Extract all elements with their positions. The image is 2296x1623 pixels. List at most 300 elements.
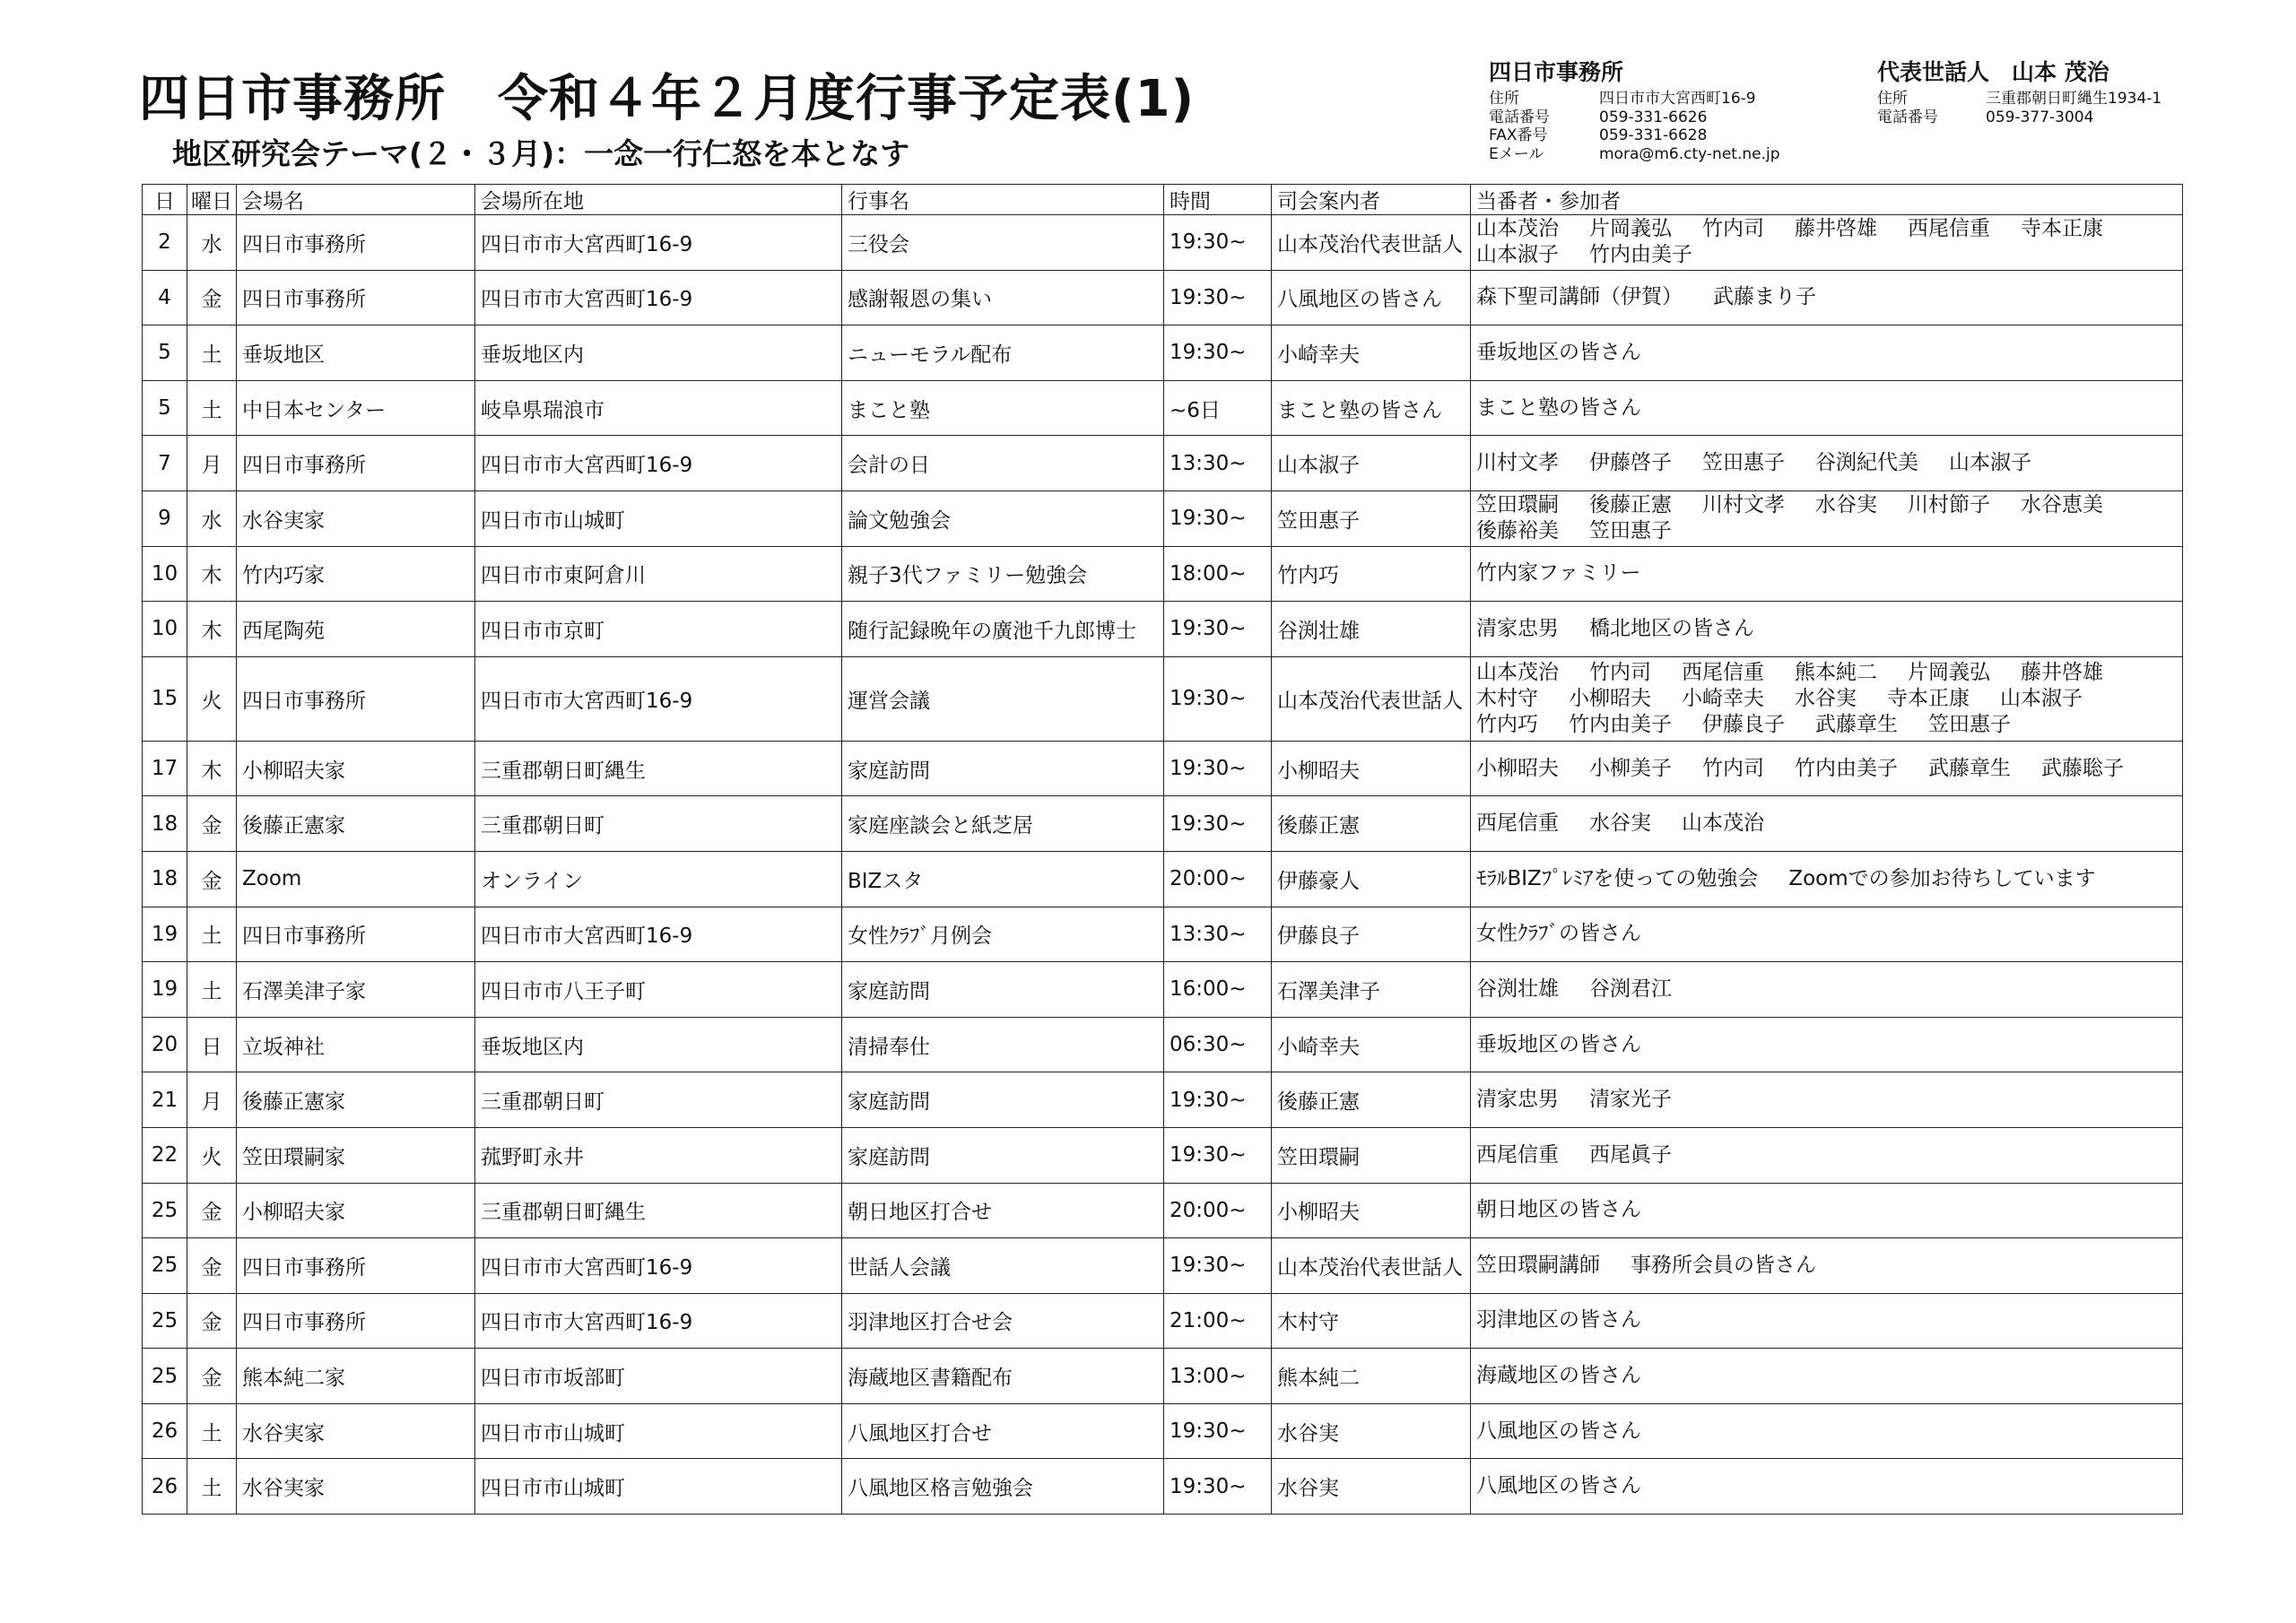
participant-name: 後藤裕美 — [1476, 519, 1559, 543]
cell-address: 四日市市大宮西町16-9 — [475, 1293, 842, 1349]
cell-time: 19:30~ — [1164, 656, 1272, 741]
rep-address-row — [1877, 90, 2161, 108]
cell-participants — [1471, 490, 2183, 546]
cell-event: 家庭訪問 — [842, 1072, 1164, 1128]
cell-day: 2 — [143, 215, 187, 271]
participant-name: Zoomでの参加お待ちしています — [1788, 866, 2096, 890]
table-row — [143, 1293, 2183, 1349]
office-name: 四日市事務所 — [1489, 59, 1624, 85]
cell-participants — [1471, 656, 2183, 741]
cell-participants — [1471, 1072, 2183, 1128]
cell-host: 山本淑子 — [1272, 436, 1471, 491]
cell-event: 三役会 — [842, 215, 1164, 271]
cell-weekday: 金 — [187, 270, 237, 325]
cell-venue: 四日市事務所 — [237, 215, 475, 271]
participant-name: 伊藤良子 — [1702, 712, 1785, 736]
table-row — [143, 796, 2183, 852]
participant-name: 女性ｸﾗﾌﾞの皆さん — [1476, 922, 1641, 946]
cell-address: 四日市市大宮西町16-9 — [475, 436, 842, 491]
cell-event: 随行記録晩年の廣池千九郎博士 — [842, 602, 1164, 657]
office-fax-label: FAX番号 — [1489, 126, 1548, 144]
cell-host: 山本茂治代表世話人 — [1272, 656, 1471, 741]
cell-day: 19 — [143, 907, 187, 962]
cell-time: 19:30~ — [1164, 602, 1272, 657]
cell-venue: 四日市事務所 — [237, 436, 475, 491]
cell-participants — [1471, 270, 2183, 325]
participant-name: 山本淑子 — [1949, 451, 2031, 475]
participant-name: 西尾信重 — [1476, 812, 1559, 836]
cell-weekday: 月 — [187, 1072, 237, 1128]
participant-name: 笠田惠子 — [1702, 451, 1785, 475]
cell-address: オンライン — [475, 851, 842, 907]
cell-host: 小崎幸夫 — [1272, 325, 1471, 381]
participant-name: 竹内家ファミリー — [1476, 561, 1641, 586]
table-row — [143, 1127, 2183, 1183]
cell-venue: 垂坂地区 — [237, 325, 475, 381]
participant-name: 山本淑子 — [1476, 243, 1559, 267]
col-participants-header: 当番者・参加者 — [1471, 185, 2183, 215]
cell-day: 25 — [143, 1238, 187, 1294]
table-row — [143, 1403, 2183, 1459]
cell-day: 18 — [143, 851, 187, 907]
cell-time: 19:30~ — [1164, 1127, 1272, 1183]
participant-name: 朝日地区の皆さん — [1476, 1198, 1641, 1222]
participant-name: 熊本純二 — [1795, 660, 1877, 684]
cell-day: 25 — [143, 1349, 187, 1404]
cell-address: 垂坂地区内 — [475, 1017, 842, 1072]
cell-address: 四日市市山城町 — [475, 1459, 842, 1515]
office-info — [1489, 59, 1780, 163]
participant-name: 水谷実 — [1795, 686, 1857, 710]
cell-participants — [1471, 1459, 2183, 1515]
cell-participants — [1471, 851, 2183, 907]
representative-title: 代表世話人 山本 茂治 — [1877, 59, 2109, 85]
cell-host: 水谷実 — [1272, 1403, 1471, 1459]
cell-weekday: 木 — [187, 602, 237, 657]
table-row — [143, 1072, 2183, 1128]
cell-participants — [1471, 325, 2183, 381]
cell-address: 四日市市山城町 — [475, 490, 842, 546]
office-phone-value: 059-331-6626 — [1599, 108, 1708, 126]
table-row — [143, 602, 2183, 657]
office-email-label: Eメール — [1489, 144, 1544, 163]
participant-name: 小柳昭夫 — [1569, 686, 1651, 710]
rep-phone-label: 電話番号 — [1877, 108, 1938, 126]
participant-name: 木村守 — [1476, 686, 1538, 710]
cell-weekday: 日 — [187, 1017, 237, 1072]
participant-name: 竹内由美子 — [1795, 756, 1898, 780]
cell-day: 26 — [143, 1403, 187, 1459]
cell-event: ニューモラル配布 — [842, 325, 1164, 381]
cell-address: 三重郡朝日町 — [475, 1072, 842, 1128]
cell-event: 世話人会議 — [842, 1238, 1164, 1294]
cell-venue: 小柳昭夫家 — [237, 741, 475, 796]
participant-name: 八風地区の皆さん — [1476, 1419, 1641, 1443]
cell-weekday: 金 — [187, 1349, 237, 1404]
office-phone-label: 電話番号 — [1489, 108, 1550, 126]
cell-host: 小崎幸夫 — [1272, 1017, 1471, 1072]
cell-participants — [1471, 1127, 2183, 1183]
page-title — [139, 59, 1195, 131]
rep-address-value: 三重郡朝日町縄生1934-1 — [1986, 90, 2162, 108]
participant-name: 小柳美子 — [1589, 756, 1672, 780]
cell-address: 四日市市東阿倉川 — [475, 546, 842, 602]
cell-time: 20:00~ — [1164, 851, 1272, 907]
participant-name: 武藤章生 — [1928, 756, 2011, 780]
table-row — [143, 1459, 2183, 1515]
table-row — [143, 1183, 2183, 1238]
table-row — [143, 907, 2183, 962]
cell-participants — [1471, 962, 2183, 1018]
cell-host: まこと塾の皆さん — [1272, 380, 1471, 436]
cell-weekday: 木 — [187, 546, 237, 602]
cell-time: 18:00~ — [1164, 546, 1272, 602]
cell-time: 16:00~ — [1164, 962, 1272, 1018]
col-host-header: 司会案内者 — [1272, 185, 1471, 215]
table-row — [143, 656, 2183, 741]
participant-name: 西尾信重 — [1682, 660, 1764, 684]
cell-address: 四日市市大宮西町16-9 — [475, 270, 842, 325]
col-time-header: 時間 — [1164, 185, 1272, 215]
participant-name: 山本茂治 — [1682, 812, 1764, 836]
cell-host: 小柳昭夫 — [1272, 741, 1471, 796]
cell-event: BIZスタ — [842, 851, 1164, 907]
schedule-table — [142, 184, 2183, 1515]
cell-participants — [1471, 1349, 2183, 1404]
cell-event: 家庭訪問 — [842, 962, 1164, 1018]
office-email-row — [1489, 145, 1780, 164]
cell-host: 小柳昭夫 — [1272, 1183, 1471, 1238]
cell-venue: 中日本センター — [237, 380, 475, 436]
cell-participants — [1471, 1017, 2183, 1072]
participant-name: 片岡義弘 — [1589, 217, 1672, 241]
cell-day: 5 — [143, 325, 187, 381]
cell-weekday: 土 — [187, 962, 237, 1018]
cell-host: 山本茂治代表世話人 — [1272, 215, 1471, 271]
cell-time: 06:30~ — [1164, 1017, 1272, 1072]
participant-name: 羽津地区の皆さん — [1476, 1308, 1641, 1332]
cell-time: 19:30~ — [1164, 270, 1272, 325]
cell-host: 笠田環嗣 — [1272, 1127, 1471, 1183]
cell-host: 後藤正憲 — [1272, 1072, 1471, 1128]
table-row — [143, 546, 2183, 602]
participant-name: 笠田環嗣 — [1476, 493, 1559, 517]
office-address-row — [1489, 90, 1780, 108]
participant-name: 竹内巧 — [1476, 712, 1538, 736]
cell-participants — [1471, 602, 2183, 657]
table-row — [143, 851, 2183, 907]
office-fax-row — [1489, 126, 1780, 145]
study-theme: 地区研究会テーマ(２・３月)：一念一行仁怒を本となす — [172, 136, 910, 171]
cell-venue: 四日市事務所 — [237, 1238, 475, 1294]
participant-name: 竹内由美子 — [1569, 712, 1672, 736]
cell-weekday: 土 — [187, 907, 237, 962]
participant-name: まこと塾の皆さん — [1476, 395, 1641, 420]
participant-name: 水谷実 — [1815, 493, 1877, 517]
col-day-header: 日 — [143, 185, 187, 215]
cell-host: 後藤正憲 — [1272, 796, 1471, 852]
participant-name: 谷渕壮雄 — [1476, 976, 1559, 1001]
participant-name: 八風地区の皆さん — [1476, 1474, 1641, 1498]
cell-address: 四日市市京町 — [475, 602, 842, 657]
cell-venue: 石澤美津子家 — [237, 962, 475, 1018]
participant-name: 西尾眞子 — [1589, 1142, 1672, 1167]
cell-weekday: 木 — [187, 741, 237, 796]
participant-name: ﾓﾗﾙBIZﾌﾟﾚﾐｱを使っての勉強会 — [1476, 866, 1759, 890]
participant-name: 森下聖司講師（伊賀） — [1476, 285, 1683, 309]
participant-name: 垂坂地区の皆さん — [1476, 1032, 1641, 1056]
cell-host: 木村守 — [1272, 1293, 1471, 1349]
participant-name: 清家忠男 — [1476, 616, 1559, 640]
participant-name: 寺本正康 — [2021, 217, 2103, 241]
cell-day: 20 — [143, 1017, 187, 1072]
cell-day: 25 — [143, 1183, 187, 1238]
cell-address: 四日市市八王子町 — [475, 962, 842, 1018]
cell-venue: 小柳昭夫家 — [237, 1183, 475, 1238]
office-email-value: mora@m6.cty-net.ne.jp — [1599, 144, 1780, 163]
representative-info — [1877, 59, 2161, 126]
table-row — [143, 270, 2183, 325]
cell-address: 四日市市大宮西町16-9 — [475, 656, 842, 741]
cell-venue: 四日市事務所 — [237, 907, 475, 962]
cell-host: 八風地区の皆さん — [1272, 270, 1471, 325]
cell-venue: 竹内巧家 — [237, 546, 475, 602]
cell-venue: Zoom — [237, 851, 475, 907]
rep-phone-row — [1877, 108, 2161, 127]
col-weekday-header: 曜日 — [187, 185, 237, 215]
participant-name: 川村文孝 — [1702, 493, 1785, 517]
participant-name: 小柳昭夫 — [1476, 756, 1559, 780]
office-address-value: 四日市市大宮西町16-9 — [1599, 90, 1756, 108]
participant-name: 伊藤啓子 — [1589, 451, 1672, 475]
cell-event: まこと塾 — [842, 380, 1164, 436]
participant-name: 藤井啓雄 — [1795, 217, 1877, 241]
participant-name: 藤井啓雄 — [2021, 660, 2103, 684]
office-phone-row — [1489, 108, 1780, 127]
participant-name: 竹内司 — [1702, 217, 1764, 241]
cell-venue: 立坂神社 — [237, 1017, 475, 1072]
cell-host: 石澤美津子 — [1272, 962, 1471, 1018]
cell-day: 5 — [143, 380, 187, 436]
cell-address: 岐阜県瑞浪市 — [475, 380, 842, 436]
cell-participants — [1471, 796, 2183, 852]
cell-event: 家庭座談会と紙芝居 — [842, 796, 1164, 852]
cell-day: 10 — [143, 602, 187, 657]
cell-address: 四日市市大宮西町16-9 — [475, 907, 842, 962]
cell-day: 21 — [143, 1072, 187, 1128]
cell-host: 伊藤良子 — [1272, 907, 1471, 962]
participant-name: 山本茂治 — [1476, 660, 1559, 684]
cell-address: 垂坂地区内 — [475, 325, 842, 381]
participant-name: 水谷実 — [1589, 812, 1651, 836]
office-address-label: 住所 — [1489, 90, 1519, 108]
table-row — [143, 962, 2183, 1018]
cell-venue: 四日市事務所 — [237, 1293, 475, 1349]
cell-venue: 熊本純二家 — [237, 1349, 475, 1404]
cell-address: 四日市市山城町 — [475, 1403, 842, 1459]
table-row — [143, 1349, 2183, 1404]
participant-name: 谷渕君江 — [1589, 976, 1672, 1001]
cell-time: 19:30~ — [1164, 741, 1272, 796]
participant-name: 竹内司 — [1702, 756, 1764, 780]
cell-weekday: 水 — [187, 215, 237, 271]
cell-day: 17 — [143, 741, 187, 796]
participant-name: 片岡義弘 — [1908, 660, 1990, 684]
cell-host: 伊藤豪人 — [1272, 851, 1471, 907]
participant-name: 西尾信重 — [1908, 217, 1990, 241]
cell-event: 海蔵地区書籍配布 — [842, 1349, 1164, 1404]
cell-address: 三重郡朝日町縄生 — [475, 1183, 842, 1238]
rep-address-label: 住所 — [1877, 90, 1908, 108]
cell-time: 19:30~ — [1164, 1403, 1272, 1459]
rep-phone-value: 059-377-3004 — [1986, 108, 2094, 126]
col-venue-header: 会場名 — [237, 185, 475, 215]
participant-name: 竹内司 — [1589, 660, 1651, 684]
cell-event: 八風地区打合せ — [842, 1403, 1164, 1459]
participant-name: 清家忠男 — [1476, 1088, 1559, 1112]
participant-name: 水谷恵美 — [2021, 493, 2103, 517]
cell-venue: 水谷実家 — [237, 1459, 475, 1515]
cell-venue: 笠田環嗣家 — [237, 1127, 475, 1183]
cell-weekday: 土 — [187, 325, 237, 381]
participant-name: 谷渕紀代美 — [1815, 451, 1918, 475]
cell-host: 水谷実 — [1272, 1459, 1471, 1515]
cell-weekday: 金 — [187, 1293, 237, 1349]
participant-name: 山本茂治 — [1476, 217, 1559, 241]
cell-day: 19 — [143, 962, 187, 1018]
cell-address: 四日市市大宮西町16-9 — [475, 215, 842, 271]
participant-name: 事務所会員の皆さん — [1631, 1253, 1816, 1277]
cell-day: 15 — [143, 656, 187, 741]
cell-weekday: 月 — [187, 436, 237, 491]
cell-weekday: 火 — [187, 656, 237, 741]
cell-day: 26 — [143, 1459, 187, 1515]
cell-venue: 後藤正憲家 — [237, 796, 475, 852]
cell-day: 4 — [143, 270, 187, 325]
cell-time: 21:00~ — [1164, 1293, 1272, 1349]
cell-weekday: 金 — [187, 796, 237, 852]
cell-participants — [1471, 1183, 2183, 1238]
cell-venue: 水谷実家 — [237, 490, 475, 546]
title-schedule: 令和４年２月度行事予定表(1) — [498, 70, 1196, 128]
cell-day: 18 — [143, 796, 187, 852]
cell-time: 13:30~ — [1164, 436, 1272, 491]
cell-weekday: 金 — [187, 851, 237, 907]
participant-name: 清家光子 — [1589, 1088, 1672, 1112]
office-fax-value: 059-331-6628 — [1599, 126, 1708, 144]
participant-name: 小崎幸夫 — [1682, 686, 1764, 710]
cell-event: 運営会議 — [842, 656, 1164, 741]
cell-event: 清掃奉仕 — [842, 1017, 1164, 1072]
schedule-rows — [143, 215, 2183, 1515]
table-row — [143, 1017, 2183, 1072]
cell-venue: 四日市事務所 — [237, 656, 475, 741]
col-address-header: 会場所在地 — [475, 185, 842, 215]
cell-address: 四日市市坂部町 — [475, 1349, 842, 1404]
cell-weekday: 水 — [187, 490, 237, 546]
cell-weekday: 土 — [187, 380, 237, 436]
cell-venue: 後藤正憲家 — [237, 1072, 475, 1128]
cell-weekday: 土 — [187, 1459, 237, 1515]
cell-participants — [1471, 546, 2183, 602]
cell-weekday: 金 — [187, 1183, 237, 1238]
cell-address: 四日市市大宮西町16-9 — [475, 1238, 842, 1294]
participant-name: 武藤聡子 — [2041, 756, 2124, 780]
participant-name: 笠田惠子 — [1589, 519, 1672, 543]
participant-name: 川村文孝 — [1476, 451, 1559, 475]
cell-participants — [1471, 1238, 2183, 1294]
cell-day: 22 — [143, 1127, 187, 1183]
table-row — [143, 490, 2183, 546]
cell-time: 19:30~ — [1164, 215, 1272, 271]
participant-name: 西尾信重 — [1476, 1142, 1559, 1167]
cell-host: 山本茂治代表世話人 — [1272, 1238, 1471, 1294]
cell-participants — [1471, 380, 2183, 436]
cell-event: 家庭訪問 — [842, 1127, 1164, 1183]
cell-address: 三重郡朝日町 — [475, 796, 842, 852]
cell-weekday: 土 — [187, 1403, 237, 1459]
table-row — [143, 380, 2183, 436]
cell-time: 19:30~ — [1164, 1238, 1272, 1294]
participant-name: 竹内由美子 — [1589, 243, 1692, 267]
cell-event: 感謝報恩の集い — [842, 270, 1164, 325]
cell-event: 論文勉強会 — [842, 490, 1164, 546]
participant-name: 笠田環嗣講師 — [1476, 1253, 1600, 1277]
cell-time: 19:30~ — [1164, 325, 1272, 381]
table-header-row — [143, 185, 2183, 215]
cell-time: ~6日 — [1164, 380, 1272, 436]
cell-venue: 水谷実家 — [237, 1403, 475, 1459]
cell-weekday: 金 — [187, 1238, 237, 1294]
table-row — [143, 1238, 2183, 1294]
cell-event: 朝日地区打合せ — [842, 1183, 1164, 1238]
table-row — [143, 436, 2183, 491]
cell-host: 笠田惠子 — [1272, 490, 1471, 546]
cell-participants — [1471, 741, 2183, 796]
participant-name: 武藤章生 — [1815, 712, 1898, 736]
participant-name: 橋北地区の皆さん — [1589, 616, 1754, 640]
participant-name: 川村節子 — [1908, 493, 1990, 517]
cell-event: 羽津地区打合せ会 — [842, 1293, 1164, 1349]
cell-weekday: 火 — [187, 1127, 237, 1183]
cell-time: 13:00~ — [1164, 1349, 1272, 1404]
cell-address: 三重郡朝日町縄生 — [475, 741, 842, 796]
cell-participants — [1471, 215, 2183, 271]
cell-time: 20:00~ — [1164, 1183, 1272, 1238]
participant-name: 垂坂地区の皆さん — [1476, 340, 1641, 364]
participant-name: 後藤正憲 — [1589, 493, 1672, 517]
cell-participants — [1471, 436, 2183, 491]
participant-name: 山本淑子 — [2000, 686, 2083, 710]
cell-time: 19:30~ — [1164, 1072, 1272, 1128]
cell-venue: 西尾陶苑 — [237, 602, 475, 657]
participant-name: 寺本正康 — [1887, 686, 1970, 710]
cell-event: 会計の日 — [842, 436, 1164, 491]
cell-time: 19:30~ — [1164, 490, 1272, 546]
cell-time: 19:30~ — [1164, 1459, 1272, 1515]
cell-day: 7 — [143, 436, 187, 491]
cell-host: 竹内巧 — [1272, 546, 1471, 602]
cell-day: 9 — [143, 490, 187, 546]
cell-event: 八風地区格言勉強会 — [842, 1459, 1164, 1515]
cell-host: 熊本純二 — [1272, 1349, 1471, 1404]
cell-participants — [1471, 907, 2183, 962]
cell-participants — [1471, 1293, 2183, 1349]
cell-venue: 四日市事務所 — [237, 270, 475, 325]
title-office-name: 四日市事務所 — [139, 70, 446, 128]
table-row — [143, 215, 2183, 271]
participant-name: 笠田惠子 — [1928, 712, 2011, 736]
